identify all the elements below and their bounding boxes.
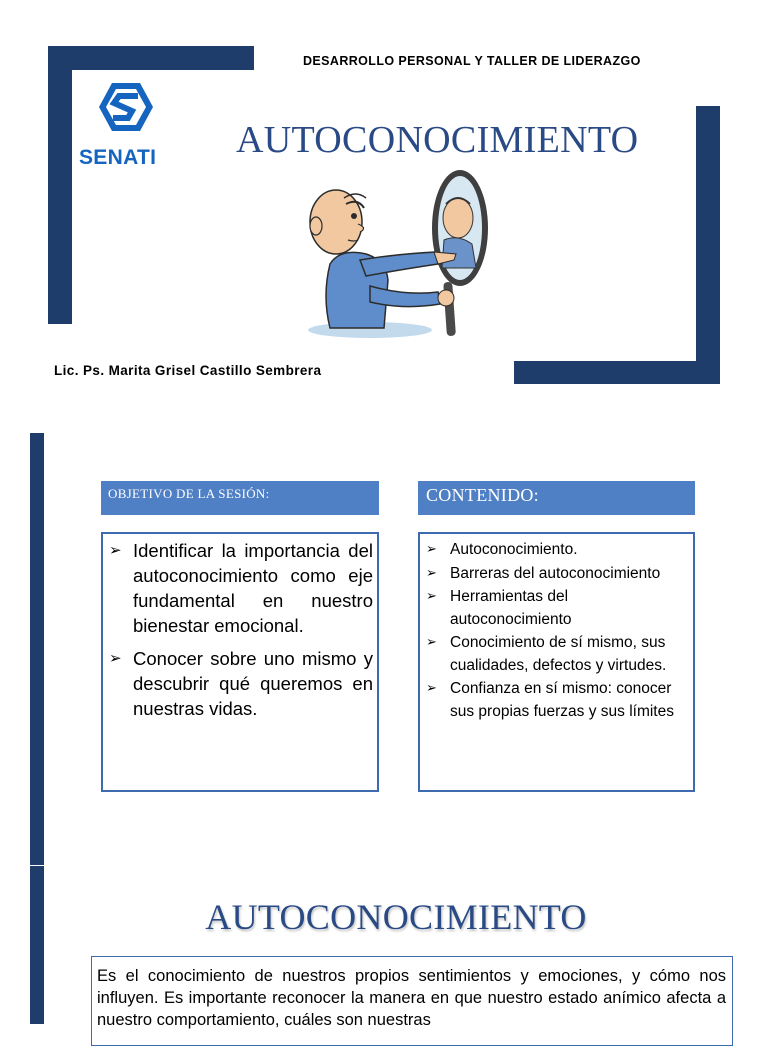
content-item: ➢ Confianza en sí mismo: conocer sus propias fuerzas y sus límites [426, 678, 689, 723]
contents-box [418, 532, 695, 792]
content-heading [418, 481, 695, 515]
objective-item: ➢ Identificar la importancia del autoconocimiento como eje fundamental en nuestro bienestar emocional. [109, 538, 373, 638]
lecturer-name: Lic. Ps. Marita Grisel Castillo Sembrera [54, 363, 322, 378]
definition-text: Es el conocimiento de nuestros propios sentimientos y emociones, y cómo nos influyen. Es importante reconocer la manera en que nuestro estado anímico afecta a nuestro comportamiento, cuáles son nuestras [97, 967, 726, 1029]
content-item: ➢ Herramientas del autoconocimiento [426, 586, 689, 631]
course-title: DESARROLLO PERSONAL Y TALLER DE LIDERAZGO [303, 54, 641, 68]
objective-item: ➢ Conocer sobre uno mismo y descubrir qué queremos en nuestras vidas. [109, 646, 373, 721]
slide3-accent-bar [30, 866, 44, 1024]
frame-top-left-horizontal [48, 46, 254, 70]
content-item: ➢ Barreras del autoconocimiento [426, 563, 689, 586]
contents-list [420, 534, 693, 723]
content-item: ➢ Conocimiento de sí mismo, sus cualidades, defectos y virtudes. [426, 632, 689, 677]
slide1-title: AUTOCONOCIMIENTO [236, 119, 639, 161]
content-item: ➢ Autoconocimiento. [426, 539, 689, 562]
frame-top-left-vertical [48, 46, 72, 324]
content-heading-text: CONTENIDO: [426, 485, 539, 505]
objectives-box [101, 532, 379, 792]
objective-heading [101, 481, 379, 515]
frame-bottom-right-vertical [696, 106, 720, 384]
mirror-man-illustration [300, 168, 500, 340]
slide2-accent-bar [30, 433, 44, 865]
frame-bottom-right-horizontal [514, 361, 720, 384]
senati-logo-icon [98, 82, 154, 132]
objective-heading-text: OBJETIVO DE LA SESIÓN: [108, 486, 270, 501]
definition-box [91, 956, 733, 1046]
objectives-list [103, 534, 377, 721]
brand-name: SENATI [79, 146, 157, 169]
slide3-title: AUTOCONOCIMIENTO [205, 897, 587, 937]
